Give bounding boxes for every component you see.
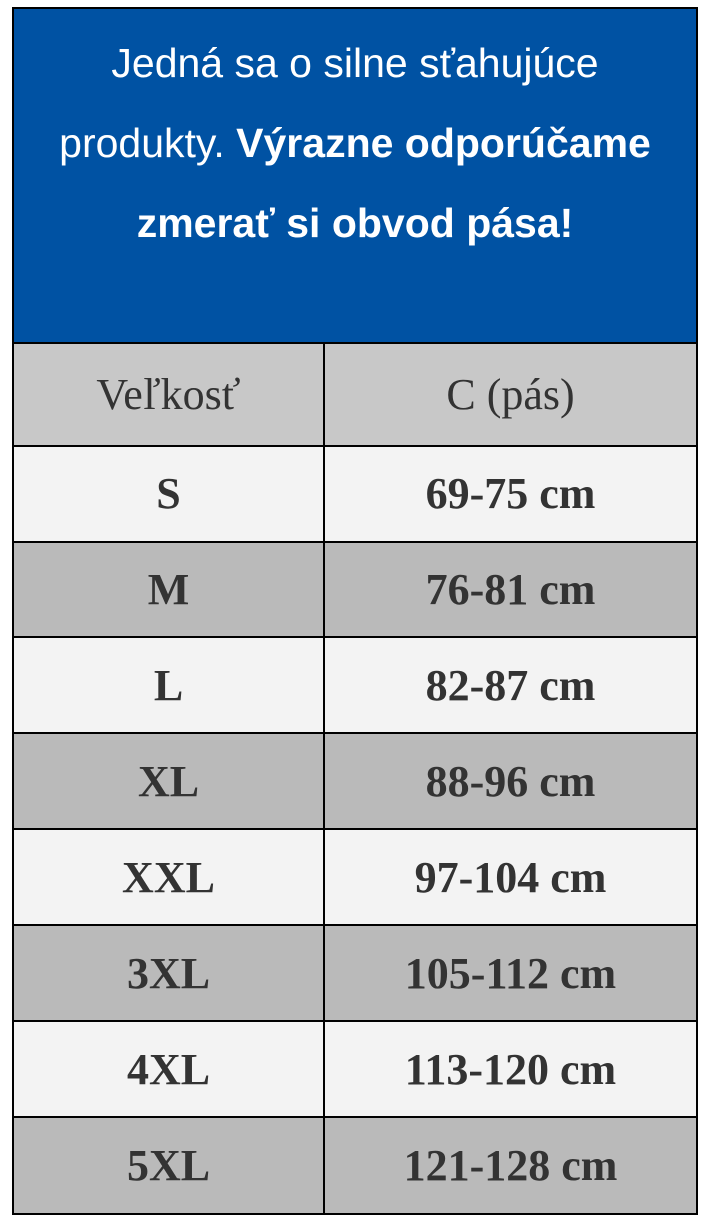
table-row: [14, 734, 696, 830]
table-row: [14, 447, 696, 543]
waist-cell: 82-87 cm: [425, 660, 596, 710]
waist-cell: 69-75 cm: [425, 469, 596, 519]
size-cell: 3XL: [14, 926, 325, 1020]
size-cell: L: [14, 638, 325, 732]
waist-cell: 113-120 cm: [404, 1044, 617, 1094]
size-cell: 5XL: [14, 1118, 325, 1213]
waist-cell: 121-128 cm: [403, 1141, 618, 1191]
table-row: [14, 1118, 696, 1213]
size-advice-banner: [14, 9, 696, 344]
waist-cell: 105-112 cm: [404, 948, 617, 998]
table-row: [14, 638, 696, 734]
table-row: [14, 926, 696, 1022]
size-cell: S: [14, 447, 325, 541]
size-cell: 4XL: [14, 1022, 325, 1116]
size-cell: XL: [14, 734, 325, 828]
table-header-row: [14, 344, 696, 447]
table-row: [14, 543, 696, 639]
banner-text-bold: Výrazne odporúčame zmerať si obvod pása!: [136, 120, 651, 246]
waist-cell: 76-81 cm: [425, 565, 596, 615]
table-row: [14, 830, 696, 926]
size-cell: XXL: [14, 830, 325, 924]
size-cell: M: [14, 543, 325, 637]
header-size: Veľkosť: [14, 344, 325, 445]
header-waist: C (pás): [446, 369, 575, 419]
waist-cell: 97-104 cm: [414, 852, 607, 902]
table-row: [14, 1022, 696, 1118]
waist-cell: 88-96 cm: [425, 756, 596, 806]
banner-text-normal: Jedná sa o silne sťahujúce produkty.: [59, 40, 599, 166]
size-chart-table: [12, 7, 698, 1215]
